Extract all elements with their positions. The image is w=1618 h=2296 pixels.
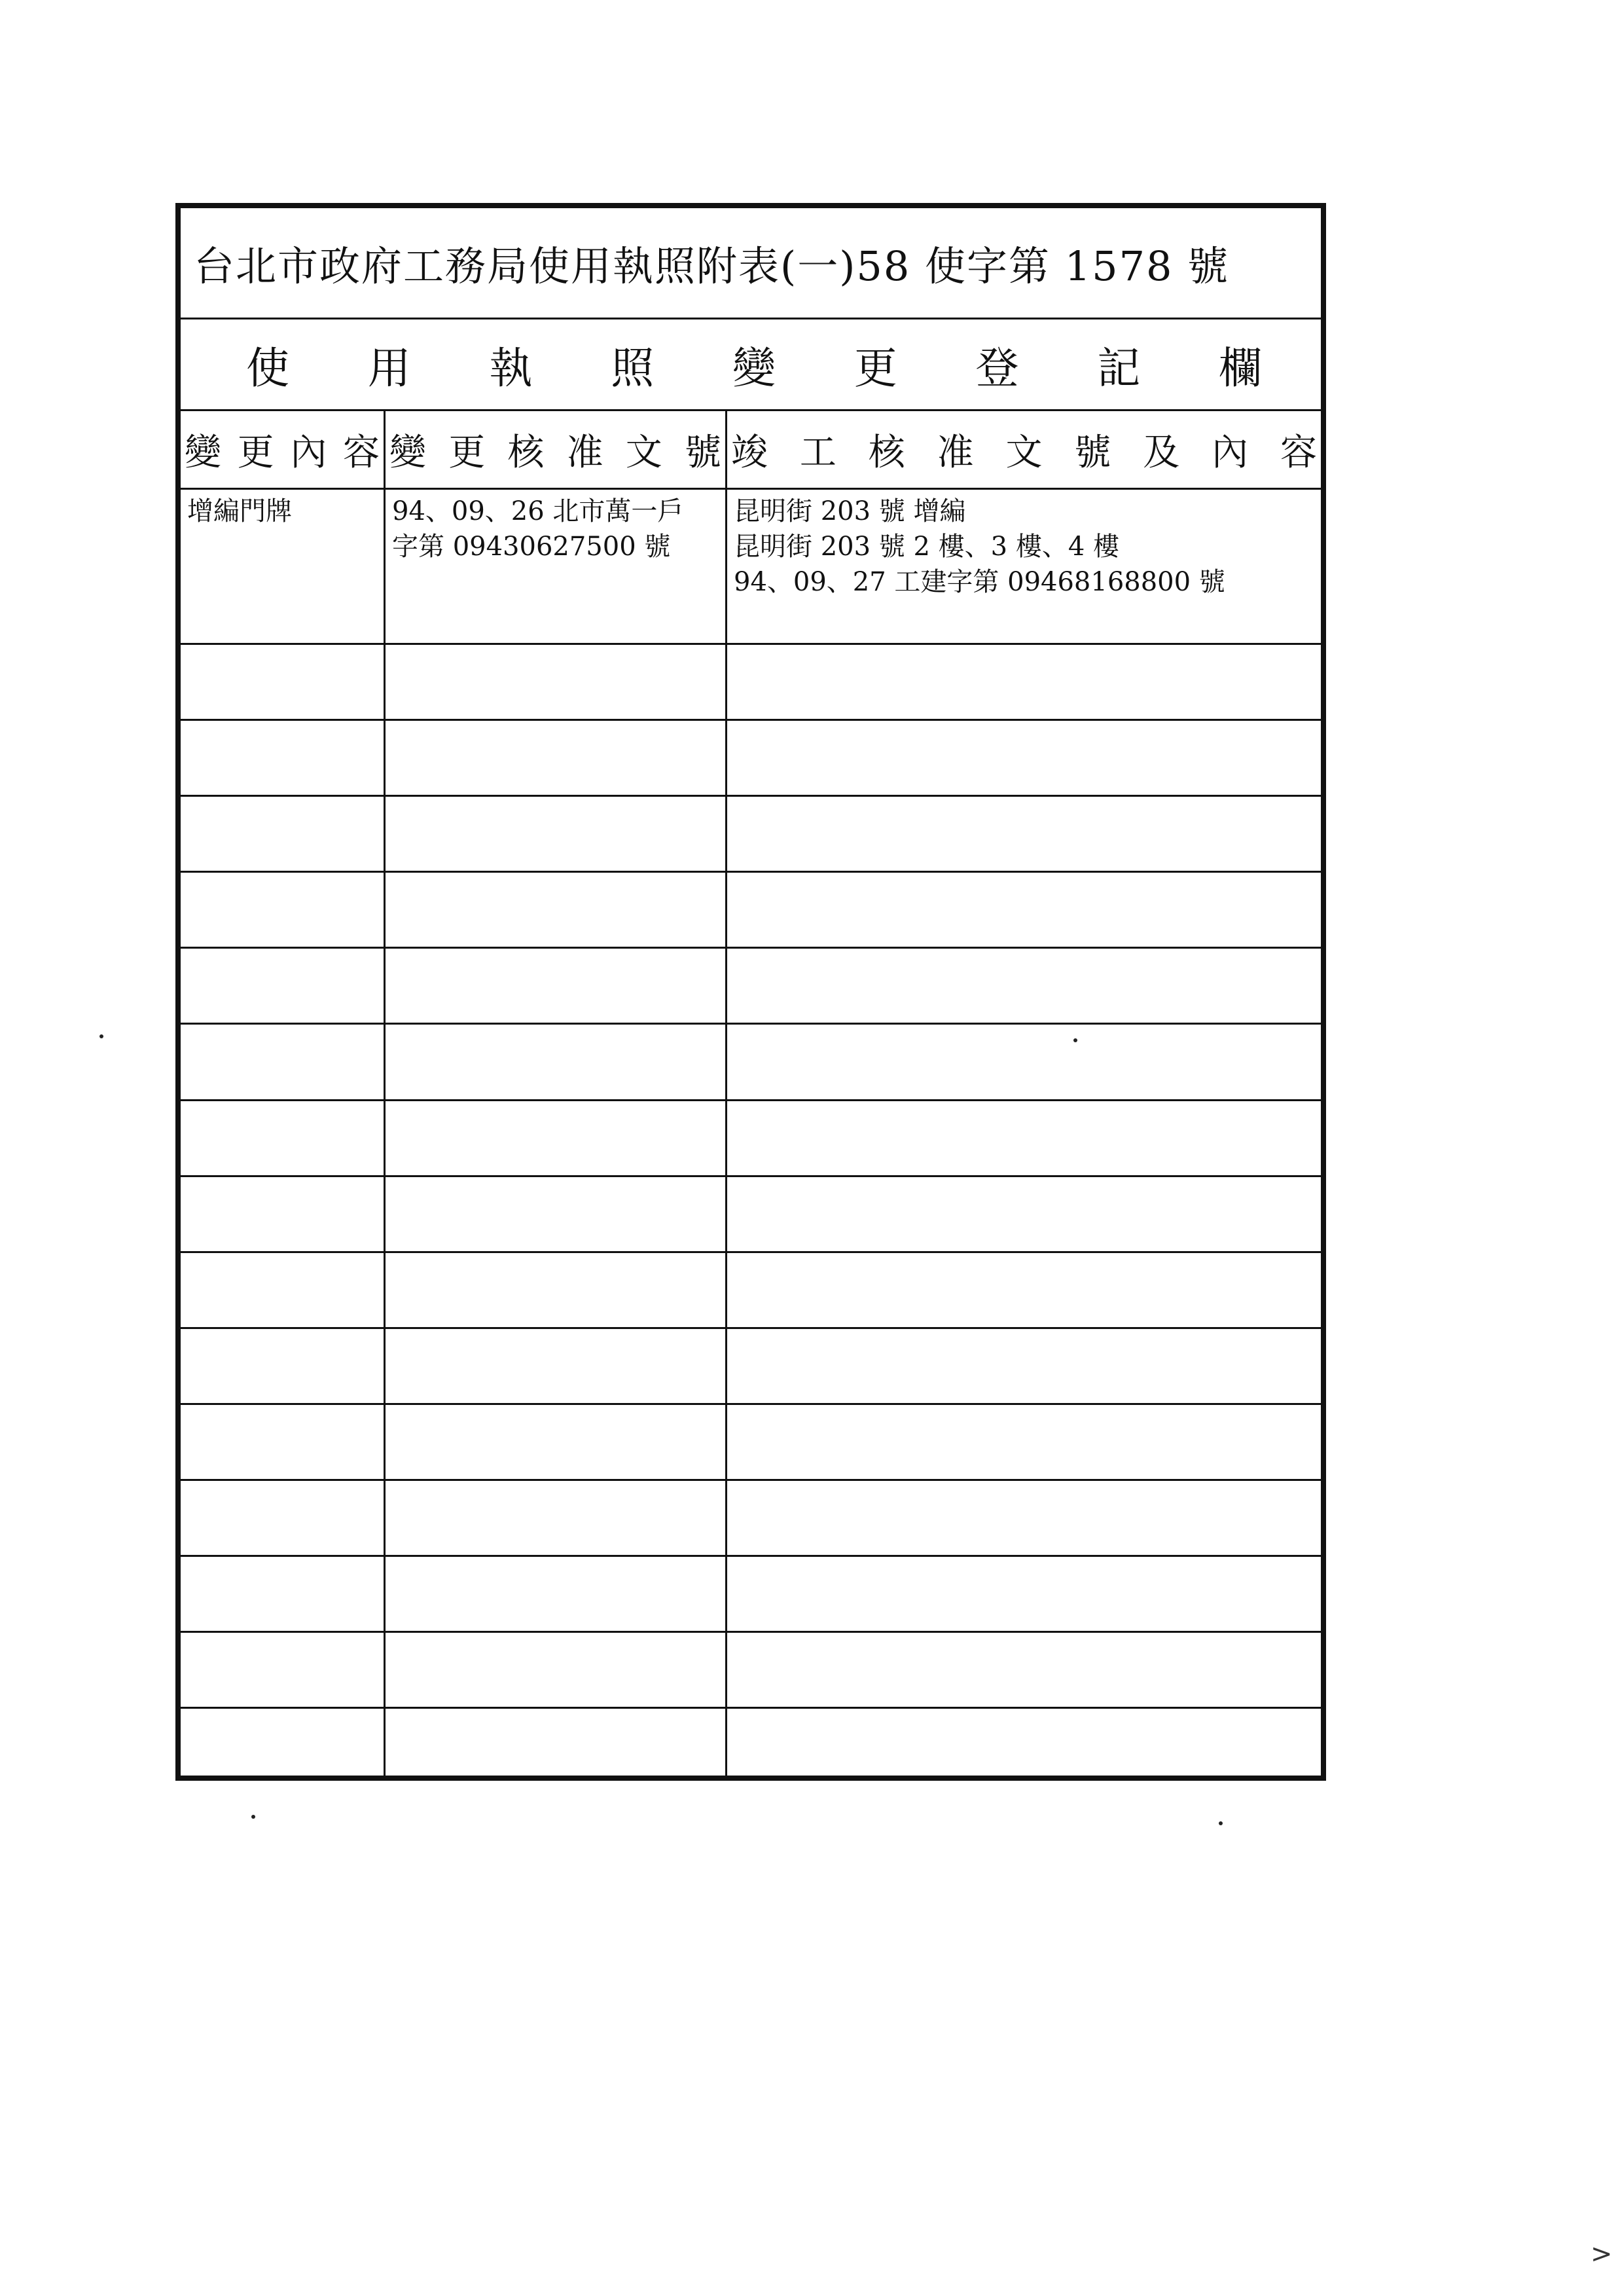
cell-approval-no (386, 1177, 725, 1251)
cell-completion-details (727, 645, 1321, 719)
cell-approval-no (386, 1253, 725, 1327)
cell-approval-no (386, 1557, 725, 1631)
cell-completion-details (727, 490, 1321, 643)
table-row (181, 949, 1321, 1025)
form-subtitle (181, 319, 1321, 411)
table-row (181, 1709, 1321, 1785)
cell-completion-details (727, 1329, 1321, 1403)
cell-approval-no (386, 797, 725, 871)
column-header-char: 號 (684, 431, 721, 474)
cell-completion-details (727, 1405, 1321, 1479)
corner-mark: > (1591, 2239, 1613, 2269)
cell-approval-no (386, 1633, 725, 1707)
table-row (181, 1481, 1321, 1557)
column-header-char: 變 (389, 431, 426, 474)
cell-approval-no (386, 1101, 725, 1175)
cell-change-content (181, 873, 384, 947)
cell-line: 增編門牌 (187, 496, 292, 526)
table-row (181, 1557, 1321, 1633)
column-header-char: 竣 (731, 431, 768, 474)
subtitle-char: 照 (611, 343, 655, 393)
cell-change-content (181, 1633, 384, 1707)
column-header-char: 更 (448, 431, 486, 474)
table-row (181, 645, 1321, 721)
column-divider (384, 411, 386, 1776)
cell-completion-details (727, 721, 1321, 795)
cell-change-content (181, 1709, 384, 1785)
subtitle-char: 使 (246, 343, 289, 393)
cell-approval-no (386, 490, 725, 643)
cell-change-content (181, 1405, 384, 1479)
cell-change-content (181, 1025, 384, 1099)
cell-change-content (181, 1101, 384, 1175)
column-header-char: 更 (237, 431, 274, 474)
column-header (727, 411, 1321, 488)
scan-speck (99, 1034, 103, 1038)
table-row (181, 873, 1321, 949)
cell-approval-no (386, 1025, 725, 1099)
subtitle-char: 更 (854, 343, 897, 393)
form-title: 台北市政府工務局使用執照附表(一)58 使字第 1578 號 (181, 208, 1321, 319)
column-header-char: 及 (1143, 431, 1180, 474)
table-row (181, 1253, 1321, 1329)
subtitle-char: 登 (975, 343, 1019, 393)
cell-change-content (181, 1253, 384, 1327)
column-divider (725, 411, 727, 1776)
cell-change-content (181, 1329, 384, 1403)
cell-change-content (181, 1557, 384, 1631)
cell-change-content (181, 1481, 384, 1555)
cell-approval-no (386, 1329, 725, 1403)
scan-speck (1073, 1038, 1077, 1042)
cell-change-content (181, 949, 384, 1023)
column-header-char: 內 (1212, 431, 1249, 474)
cell-completion-details (727, 873, 1321, 947)
column-header-row (181, 411, 1321, 490)
cell-approval-no (386, 873, 725, 947)
cell-change-content (181, 645, 384, 719)
column-header-char: 核 (507, 431, 545, 474)
table-row (181, 1633, 1321, 1709)
table-row (181, 1101, 1321, 1177)
cell-approval-no (386, 1405, 725, 1479)
column-header-char: 號 (1074, 431, 1111, 474)
column-header-char: 核 (868, 431, 905, 474)
table-row (181, 1025, 1321, 1101)
column-header-char: 容 (342, 431, 380, 474)
cell-completion-details (727, 797, 1321, 871)
column-header (181, 411, 384, 488)
cell-completion-details (727, 1709, 1321, 1785)
subtitle-char: 記 (1097, 343, 1141, 393)
cell-completion-details (727, 1253, 1321, 1327)
subtitle-char: 變 (732, 343, 776, 393)
cell-line: 字第 09430627500 號 (392, 532, 671, 562)
table-row (181, 797, 1321, 873)
column-header-char: 准 (566, 431, 603, 474)
cell-approval-no (386, 1709, 725, 1785)
cell-change-content (181, 721, 384, 795)
cell-line: 94、09、26 北市萬一戶 (392, 496, 684, 526)
cell-completion-details (727, 1101, 1321, 1175)
cell-change-content (181, 1177, 384, 1251)
cell-completion-details (727, 949, 1321, 1023)
cell-approval-no (386, 1481, 725, 1555)
cell-approval-no (386, 645, 725, 719)
cell-line: 昆明街 203 號 2 樓、3 樓、4 樓 (734, 532, 1119, 562)
column-header-char: 文 (625, 431, 662, 474)
subtitle-char: 欄 (1219, 343, 1262, 393)
table-row (181, 1405, 1321, 1481)
cell-completion-details (727, 1481, 1321, 1555)
column-header-char: 內 (290, 431, 327, 474)
column-header-char: 准 (937, 431, 974, 474)
cell-approval-no (386, 721, 725, 795)
column-header-char: 變 (185, 431, 221, 474)
cell-line: 昆明街 203 號 增編 (734, 496, 966, 526)
cell-approval-no (386, 949, 725, 1023)
column-header-char: 工 (799, 431, 836, 474)
cell-completion-details (727, 1557, 1321, 1631)
cell-line: 94、09、27 工建字第 09468168800 號 (734, 567, 1225, 597)
scan-speck (1219, 1821, 1223, 1825)
column-header-char: 文 (1005, 431, 1043, 474)
table-row (181, 490, 1321, 645)
scan-speck (251, 1815, 255, 1819)
cell-completion-details (727, 1177, 1321, 1251)
cell-completion-details (727, 1633, 1321, 1707)
table-row (181, 721, 1321, 797)
table-row (181, 1177, 1321, 1253)
table-row (181, 1329, 1321, 1405)
usage-permit-appendix-table (175, 203, 1326, 1781)
cell-completion-details (727, 1025, 1321, 1099)
column-header-char: 容 (1280, 431, 1317, 474)
cell-change-content (181, 797, 384, 871)
cell-change-content (181, 490, 384, 643)
column-header (386, 411, 725, 488)
subtitle-char: 執 (489, 343, 533, 393)
subtitle-char: 用 (367, 343, 411, 393)
